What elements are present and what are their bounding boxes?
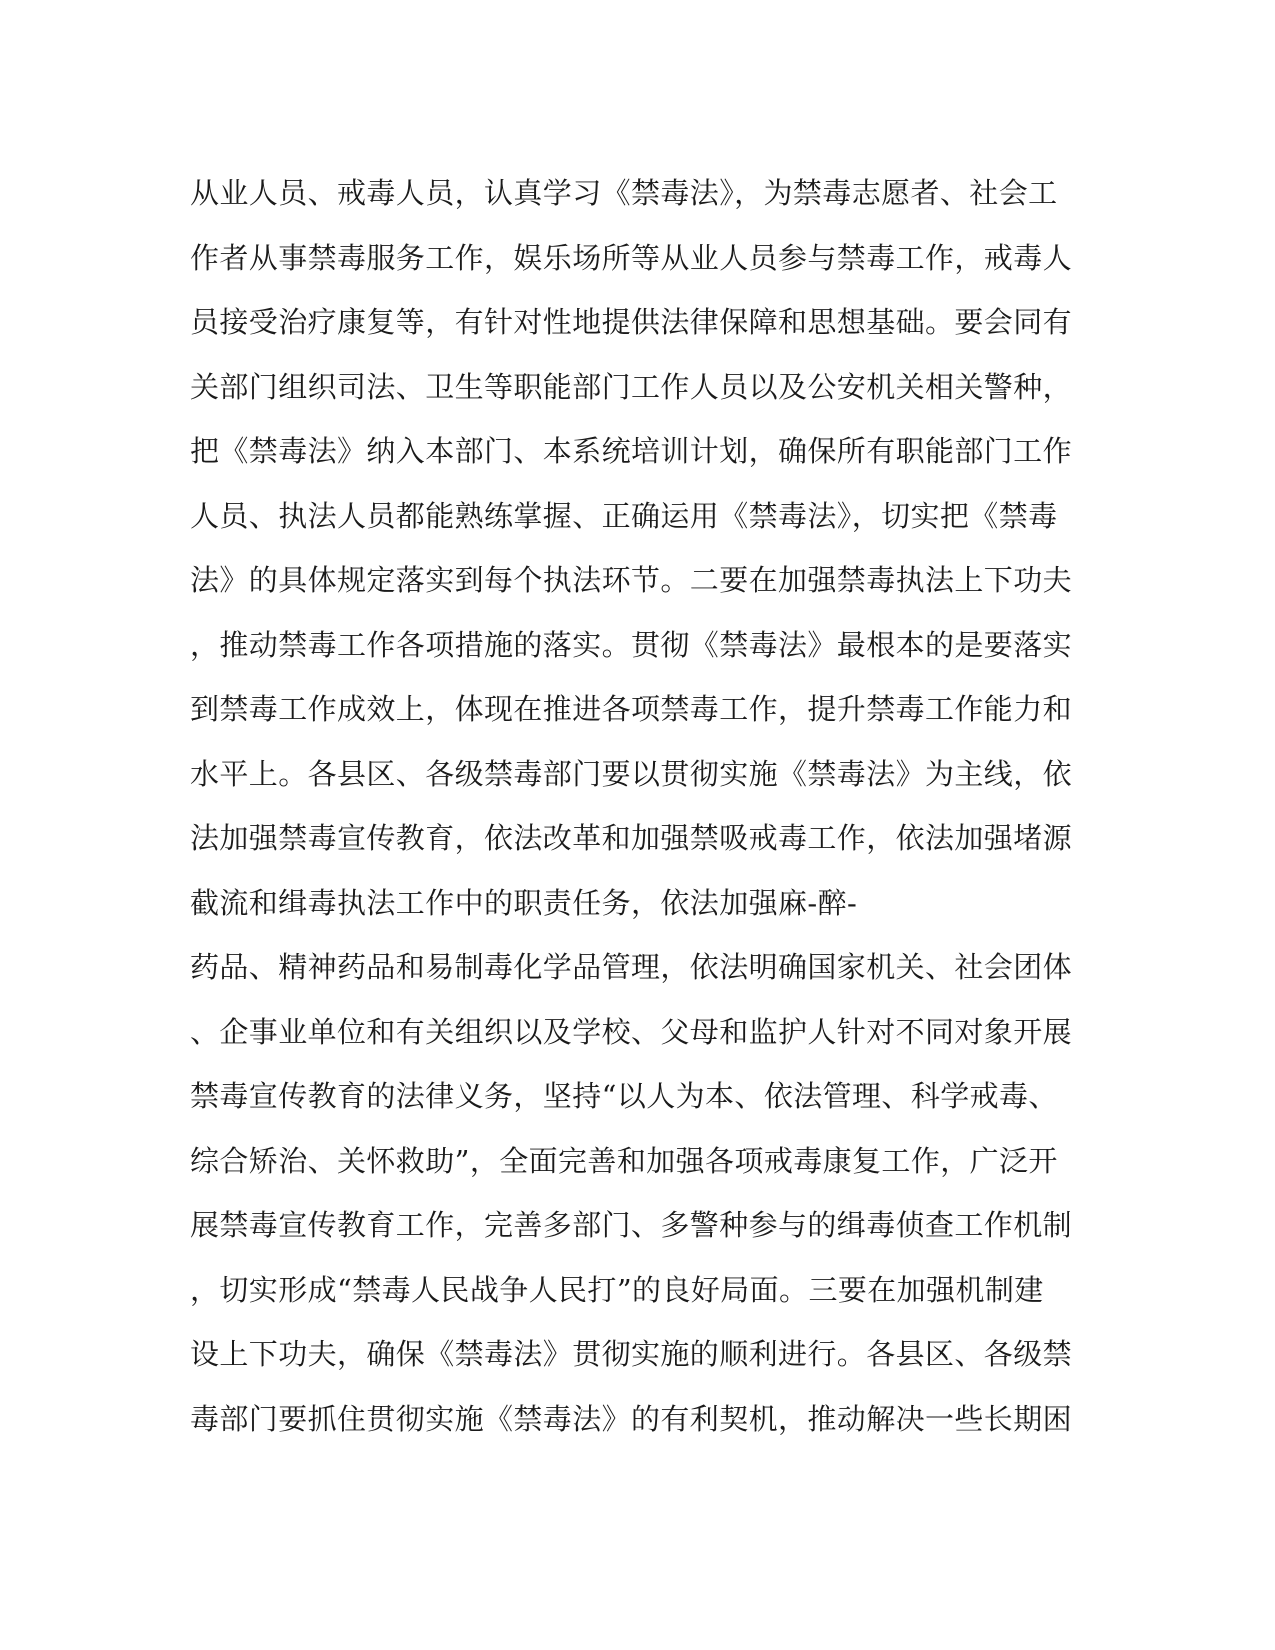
text-line-19: 设上下功夫，确保《禁毒法》贯彻实施的顺利进行。各县区、各级禁 [190, 1337, 1073, 1371]
text-line-1: 从业人员、戒毒人员，认真学习《禁毒法》，为禁毒志愿者、社会工 [190, 176, 1058, 210]
text-line-20: 毒部门要抓住贯彻实施《禁毒法》的有利契机，推动解决一些长期困 [190, 1401, 1073, 1436]
text-line-5: 把《禁毒法》纳入本部门、本系统培训计划，确保所有职能部门工作 [190, 434, 1073, 468]
text-line-13: 药品、精神药品和易制毒化学品管理，依法明确国家机关、社会团体 [190, 950, 1073, 984]
text-line-7: 法》的具体规定落实到每个执法环节。二要在加强禁毒执法上下功夫 [190, 563, 1073, 597]
text-line-4: 关部门组织司法、卫生等职能部门工作人员以及公安机关相关警种， [190, 369, 1073, 404]
text-line-11: 法加强禁毒宣传教育，依法改革和加强禁吸戒毒工作，依法加强堵源 [190, 821, 1073, 855]
text-line-8: ，推动禁毒工作各项措施的落实。贯彻《禁毒法》最根本的是要落实 [190, 627, 1073, 662]
text-line-3: 员接受治疗康复等，有针对性地提供法律保障和思想基础。要会同有 [190, 305, 1073, 339]
text-line-18: ，切实形成“禁毒人民战争人民打”的良好局面。三要在加强机制建 [190, 1272, 1044, 1307]
body-text [190, 161, 1073, 1451]
text-line-10: 水平上。各县区、各级禁毒部门要以贯彻实施《禁毒法》为主线，依 [190, 756, 1073, 791]
text-line-12: 截流和缉毒执法工作中的职责任务，依法加强麻-醉- [190, 885, 858, 920]
text-line-2: 作者从事禁毒服务工作，娱乐场所等从业人员参与禁毒工作，戒毒人 [190, 240, 1073, 275]
text-line-15: 禁毒宣传教育的法律义务，坚持“以人为本、依法管理、科学戒毒、 [190, 1079, 1058, 1113]
text-line-9: 到禁毒工作成效上，体现在推进各项禁毒工作，提升禁毒工作能力和 [190, 692, 1073, 726]
text-line-14: 、企事业单位和有关组织以及学校、父母和监护人针对不同对象开展 [190, 1014, 1073, 1049]
text-line-16: 综合矫治、关怀救助”，全面完善和加强各项戒毒康复工作，广泛开 [190, 1143, 1058, 1178]
text-line-17: 展禁毒宣传教育工作，完善多部门、多警种参与的缉毒侦查工作机制 [190, 1208, 1073, 1242]
text-line-6: 人员、执法人员都能熟练掌握、正确运用《禁毒法》，切实把《禁毒 [190, 498, 1058, 533]
